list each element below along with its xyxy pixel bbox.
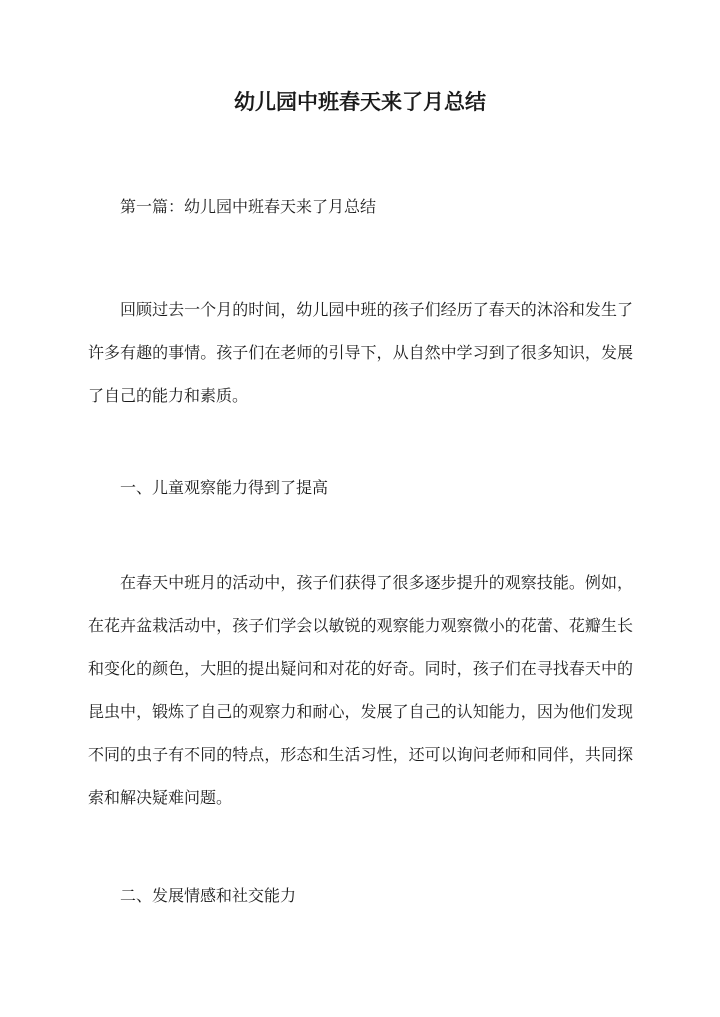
- section-heading-2: 二、发展情感和社交能力: [120, 886, 297, 905]
- section-subtitle: 第一篇：幼儿园中班春天来了月总结: [120, 197, 377, 216]
- document-title: 幼儿园中班春天来了月总结: [234, 89, 486, 114]
- intro-paragraph: 回顾过去一个月的时间，幼儿园中班的孩子们经历了春天的沐浴和发生了许多有趣的事情。孩子们在老师的引导下，从自然中学习到了很多知识，发展了自己的能力和素质。: [88, 300, 633, 405]
- body-paragraph-1: 在春天中班月的活动中，孩子们获得了很多逐步提升的观察技能。例如，在花卉盆栽活动中，孩子们学会以敏锐的观察能力观察微小的花蕾、花瓣生长和变化的颜色，大胆的提出疑问和对花的好奇。同时，孩子们在寻找春天中的昆虫中，锻炼了自己的观察力和耐心，发展了自己的认知能力，因为他们发现不同的虫子有不同的特点，形态和生活习性，还可以询问老师和同伴，共同探索和解决疑难问题。: [88, 573, 633, 807]
- section-heading-1: 一、儿童观察能力得到了提高: [120, 478, 329, 497]
